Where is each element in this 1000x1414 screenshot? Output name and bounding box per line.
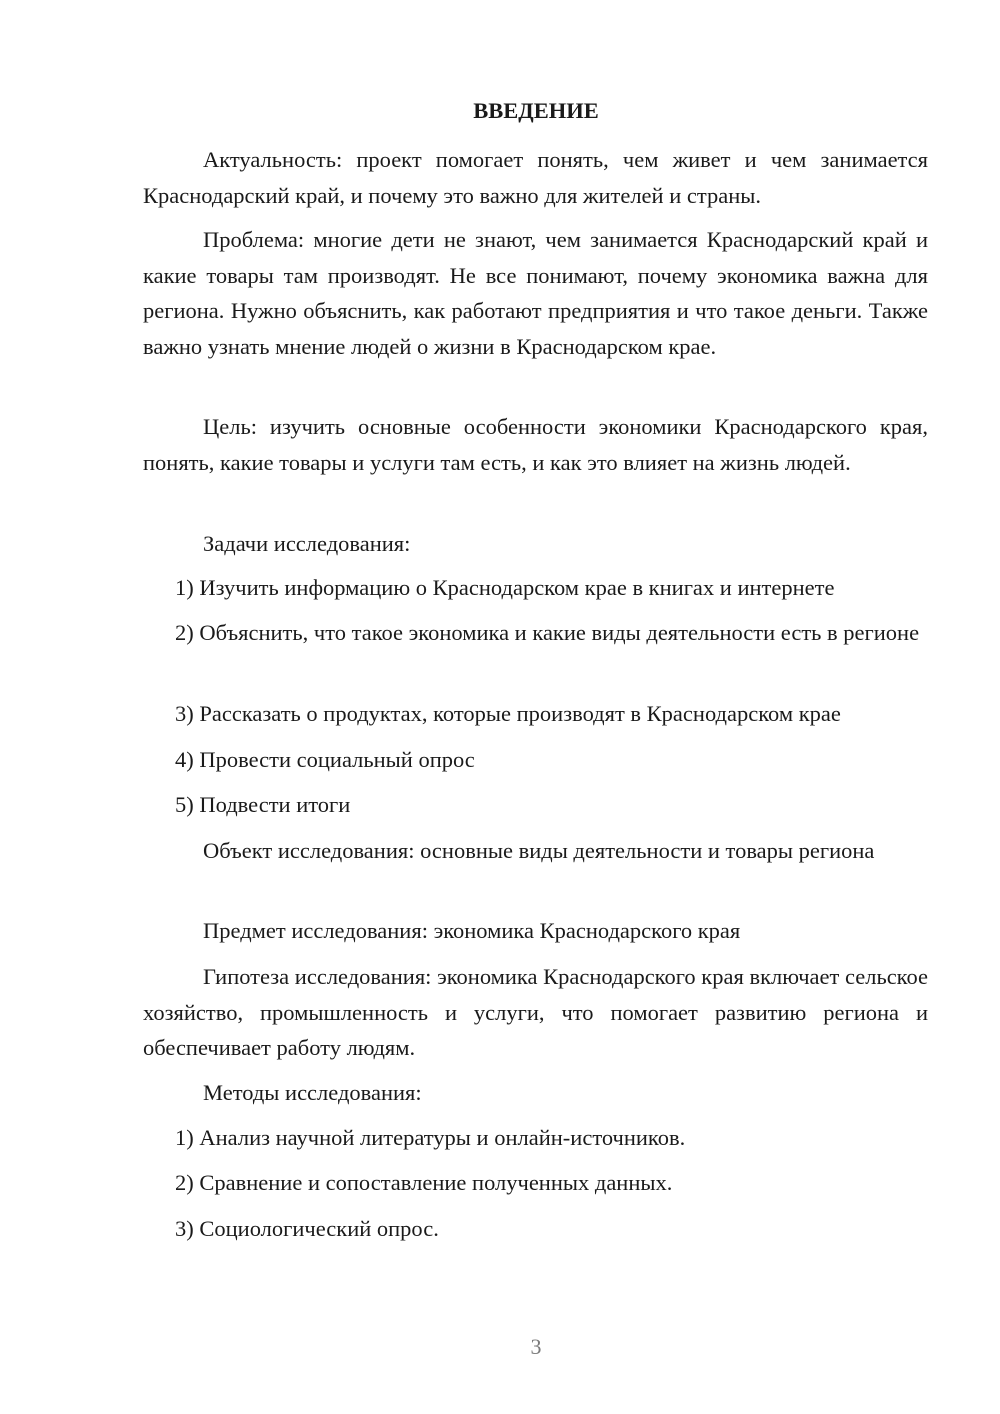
relevance-paragraph: Актуальность: проект помогает понять, чем живет и чем занимается Краснодарский край, и почему это важно для жителей и страны. bbox=[143, 147, 928, 208]
goal-paragraph: Цель: изучить основные особенности экономики Краснодарского края, понять, какие товары и услуги там есть, и как это влияет на жизнь людей. bbox=[143, 414, 928, 475]
task-item-4: 4) Провести социальный опрос bbox=[175, 747, 475, 772]
task-item-3: 3) Рассказать о продуктах, которые производят в Краснодарском крае bbox=[175, 701, 841, 726]
method-item-1: 1) Анализ научной литературы и онлайн-источников. bbox=[175, 1125, 686, 1150]
tasks-heading: Задачи исследования: bbox=[203, 531, 411, 556]
object-paragraph: Объект исследования: основные виды деятельности и товары региона bbox=[203, 838, 875, 863]
task-item-5: 5) Подвести итоги bbox=[175, 792, 351, 817]
page-number: 3 bbox=[530, 1334, 542, 1359]
method-item-3: 3) Социологический опрос. bbox=[175, 1216, 439, 1241]
method-item-2: 2) Сравнение и сопоставление полученных данных. bbox=[175, 1170, 673, 1195]
hypothesis-paragraph: Гипотеза исследования: экономика Краснодарского края включает сельское хозяйство, промышленность и услуги, что помогает развитию региона и обеспечивает работу людям. bbox=[143, 964, 928, 1060]
methods-heading: Методы исследования: bbox=[203, 1080, 422, 1105]
task-item-2: 2) Объяснить, что такое экономика и какие виды деятельности есть в регионе bbox=[175, 620, 920, 645]
subject-paragraph: Предмет исследования: экономика Краснодарского края bbox=[203, 918, 741, 943]
page-title: ВВЕДЕНИЕ bbox=[473, 98, 599, 123]
problem-paragraph: Проблема: многие дети не знают, чем занимается Краснодарский край и какие товары там производят. Не все понимают, почему экономика важна для региона. Нужно объяснить, как работают предприятия и что такое деньги. Также важно узнать мнение людей о жизни в Краснодарском крае. bbox=[143, 227, 928, 359]
task-item-1: 1) Изучить информацию о Краснодарском крае в книгах и интернете bbox=[175, 575, 835, 600]
